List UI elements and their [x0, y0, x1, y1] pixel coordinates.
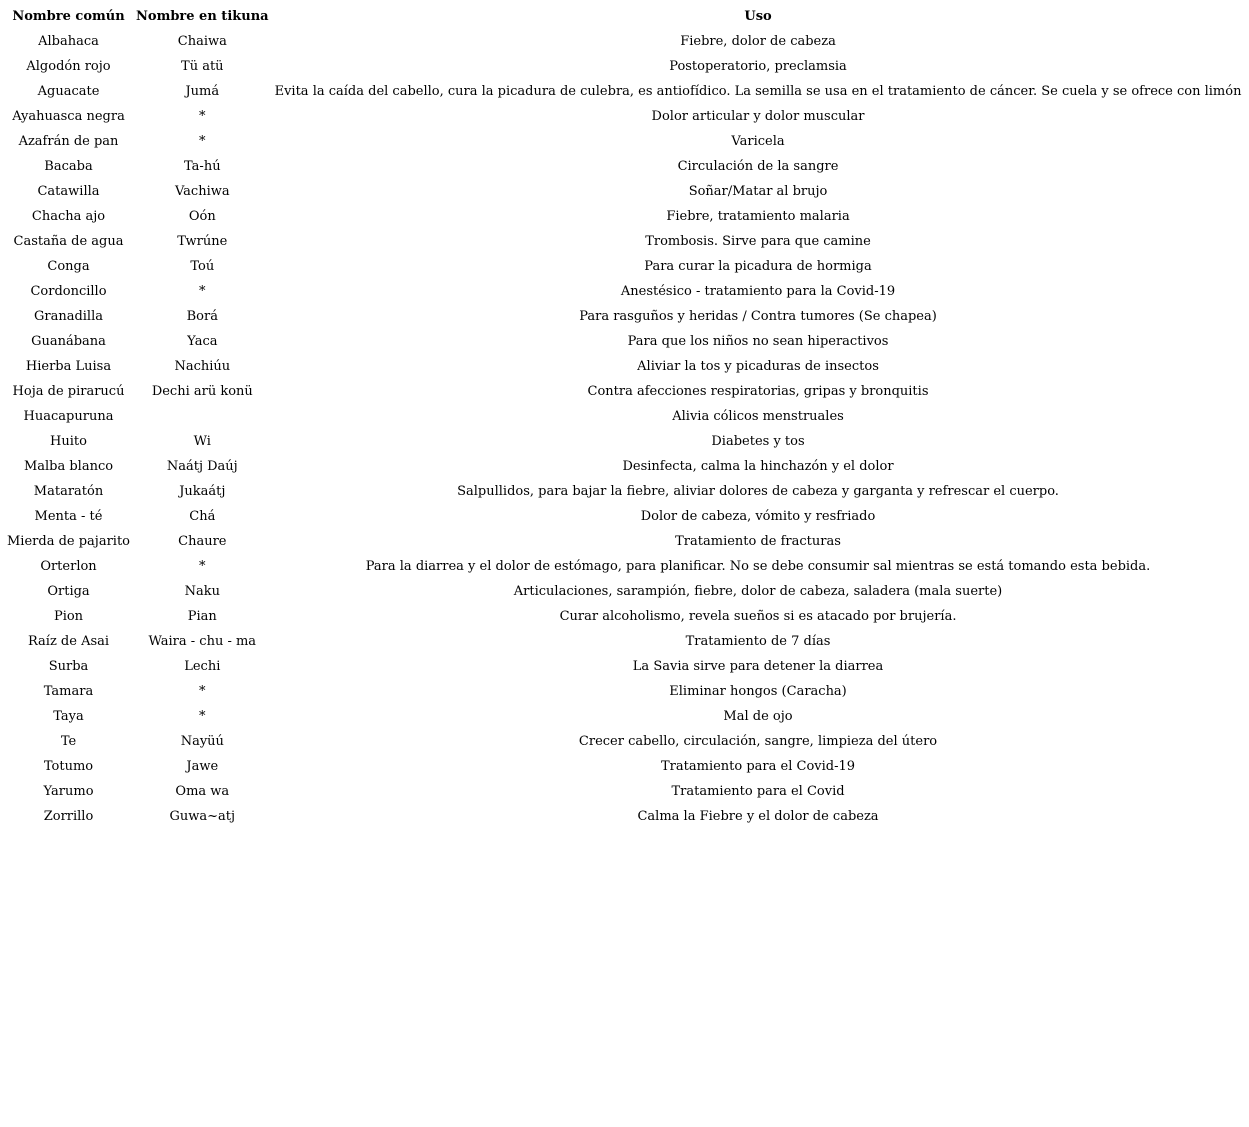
table-row	[4, 279, 1244, 304]
cell-nombre-comun: Hierba Luisa	[25, 359, 112, 374]
cell-nombre-comun: Algodón rojo	[26, 59, 111, 74]
cell-uso: Tratamiento para el Covid	[671, 784, 845, 799]
cell-nombre-tikuna: Vachiwa	[174, 184, 230, 199]
cell-nombre-tikuna: *	[199, 284, 206, 299]
cell-nombre-tikuna: *	[199, 559, 206, 574]
cell-uso: La Savia sirve para detener la diarrea	[632, 659, 884, 674]
table-row	[4, 779, 1244, 804]
cell-nombre-comun: Tamara	[43, 684, 94, 699]
cell-nombre-tikuna	[133, 404, 272, 429]
cell-uso: Alivia cólicos menstruales	[672, 409, 844, 424]
table-row	[4, 379, 1244, 404]
cell-nombre-comun: Malba blanco	[23, 459, 114, 474]
cell-nombre-tikuna: Guwa~atj	[169, 809, 236, 824]
table-row	[4, 454, 1244, 479]
table-row	[4, 29, 1244, 54]
cell-uso: Varicela	[731, 134, 785, 149]
cell-nombre-comun: Guanábana	[31, 334, 106, 349]
cell-uso: Mal de ojo	[723, 709, 793, 724]
cell-uso: Tratamiento de fracturas	[675, 534, 841, 549]
cell-nombre-comun: Raíz de Asai	[27, 634, 110, 649]
cell-nombre-tikuna: Toú	[190, 259, 215, 274]
cell-nombre-comun: Hoja de pirarucú	[12, 384, 125, 399]
table-row	[4, 404, 1244, 429]
cell-nombre-tikuna: Nachiúu	[174, 359, 231, 374]
cell-uso: Dolor articular y dolor muscular	[651, 109, 865, 124]
cell-nombre-tikuna: Ta-hú	[184, 159, 221, 174]
table-row	[4, 329, 1244, 354]
cell-nombre-comun: Huacapuruna	[23, 409, 114, 424]
cell-nombre-tikuna: *	[199, 134, 206, 149]
cell-nombre-tikuna: Chaiwa	[177, 34, 227, 49]
cell-nombre-comun: Zorrillo	[43, 809, 94, 824]
cell-nombre-tikuna: *	[199, 709, 206, 724]
cell-uso: Para rasguños y heridas / Contra tumores (Se chapea)	[579, 309, 937, 324]
cell-nombre-comun: Azafrán de pan	[18, 134, 119, 149]
cell-uso: Articulaciones, sarampión, fiebre, dolor de cabeza, saladera (mala suerte)	[513, 584, 1003, 599]
cell-nombre-comun: Chacha ajo	[31, 209, 106, 224]
cell-nombre-comun: Menta - té	[34, 509, 103, 524]
cell-uso: Anestésico - tratamiento para la Covid-19	[620, 284, 896, 299]
cell-nombre-comun: Conga	[47, 259, 90, 274]
table-row	[4, 754, 1244, 779]
cell-uso: Postoperatorio, preclamsia	[669, 59, 847, 74]
cell-nombre-comun: Totumo	[43, 759, 94, 774]
cell-nombre-tikuna: Jawe	[186, 759, 219, 774]
table-row	[4, 204, 1244, 229]
cell-nombre-tikuna: Waira - chu - ma	[148, 634, 257, 649]
table-row	[4, 104, 1244, 129]
table-row	[4, 154, 1244, 179]
cell-nombre-comun: Ayahuasca negra	[12, 109, 125, 124]
table-header	[4, 5, 1244, 29]
cell-nombre-comun: Catawilla	[37, 184, 100, 199]
cell-nombre-tikuna: Naku	[184, 584, 220, 599]
cell-nombre-tikuna: *	[199, 109, 206, 124]
cell-nombre-tikuna: Pian	[187, 609, 217, 624]
table-row	[4, 129, 1244, 154]
cell-uso: Dolor de cabeza, vómito y resfriado	[640, 509, 876, 524]
header-nombre-tikuna: Nombre en tikuna	[136, 9, 269, 24]
cell-uso: Eliminar hongos (Caracha)	[669, 684, 847, 699]
cell-uso: Para curar la picadura de hormiga	[644, 259, 872, 274]
cell-uso: Fiebre, dolor de cabeza	[680, 34, 836, 49]
table-row	[4, 704, 1244, 729]
cell-nombre-comun: Granadilla	[33, 309, 104, 324]
medicinal-plants-table	[4, 5, 1244, 829]
cell-nombre-tikuna: Borá	[186, 309, 218, 324]
cell-nombre-comun: Aguacate	[37, 84, 100, 99]
table-row	[4, 579, 1244, 604]
table-row	[4, 529, 1244, 554]
header-nombre-comun: Nombre común	[12, 9, 125, 24]
table-row	[4, 429, 1244, 454]
cell-nombre-comun: Pion	[53, 609, 84, 624]
cell-nombre-comun: Yarumo	[43, 784, 94, 799]
table-row	[4, 654, 1244, 679]
cell-nombre-comun: Orterlon	[40, 559, 97, 574]
cell-nombre-comun: Mierda de pajarito	[7, 534, 131, 549]
cell-nombre-tikuna: Chá	[189, 509, 216, 524]
table-row	[4, 229, 1244, 254]
table-row	[4, 554, 1244, 579]
cell-uso: Evita la caída del cabello, cura la picadura de culebra, es antiofídico. La semilla se usa en el tratamiento de cáncer. Se cuela y se ofrece con limón	[274, 84, 1242, 99]
cell-nombre-tikuna: Jumá	[185, 84, 220, 99]
cell-uso: Para la diarrea y el dolor de estómago, para planificar. No se debe consumir sal mientras se está tomando esta bebida.	[365, 559, 1151, 574]
cell-nombre-tikuna: Nayüú	[180, 734, 224, 749]
cell-nombre-tikuna: Dechi arü konü	[151, 384, 253, 399]
table-row	[4, 54, 1244, 79]
cell-nombre-comun: Mataratón	[33, 484, 104, 499]
cell-nombre-tikuna: Yaca	[187, 334, 218, 349]
cell-uso: Para que los niños no sean hiperactivos	[627, 334, 889, 349]
table-row	[4, 254, 1244, 279]
cell-nombre-tikuna: Naátj Daúj	[166, 459, 238, 474]
cell-uso: Diabetes y tos	[711, 434, 805, 449]
cell-uso: Contra afecciones respiratorias, gripas y bronquitis	[587, 384, 929, 399]
table-body	[4, 29, 1244, 829]
table-row	[4, 629, 1244, 654]
table-row	[4, 729, 1244, 754]
cell-nombre-tikuna: *	[199, 684, 206, 699]
table-row	[4, 179, 1244, 204]
cell-nombre-tikuna: Twrúne	[177, 234, 228, 249]
table-row	[4, 304, 1244, 329]
cell-nombre-comun: Huito	[50, 434, 87, 449]
cell-uso: Fiebre, tratamiento malaria	[666, 209, 850, 224]
table-row	[4, 679, 1244, 704]
header-uso: Uso	[744, 9, 772, 24]
cell-nombre-tikuna: Tü atü	[181, 59, 224, 74]
cell-uso: Tratamiento de 7 días	[685, 634, 831, 649]
cell-nombre-comun: Cordoncillo	[30, 284, 107, 299]
table-row	[4, 504, 1244, 529]
table-row	[4, 354, 1244, 379]
cell-nombre-tikuna: Lechi	[184, 659, 221, 674]
table-row	[4, 804, 1244, 829]
cell-nombre-tikuna: Wi	[193, 434, 211, 449]
table-row	[4, 604, 1244, 629]
cell-nombre-comun: Albahaca	[38, 34, 99, 49]
cell-nombre-comun: Bacaba	[44, 159, 93, 174]
header-row	[4, 5, 1244, 29]
cell-uso: Curar alcoholismo, revela sueños si es atacado por brujería.	[559, 609, 957, 624]
cell-nombre-tikuna: Oma wa	[175, 784, 230, 799]
table-row	[4, 79, 1244, 104]
cell-uso: Circulación de la sangre	[677, 159, 839, 174]
cell-uso: Salpullidos, para bajar la fiebre, aliviar dolores de cabeza y garganta y refrescar el cuerpo.	[457, 484, 1059, 499]
cell-uso: Desinfecta, calma la hinchazón y el dolor	[622, 459, 894, 474]
cell-nombre-comun: Castaña de agua	[13, 234, 124, 249]
cell-uso: Soñar/Matar al brujo	[688, 184, 828, 199]
cell-nombre-tikuna: Jukaátj	[179, 484, 226, 499]
cell-uso: Calma la Fiebre y el dolor de cabeza	[637, 809, 879, 824]
cell-nombre-comun: Ortiga	[47, 584, 90, 599]
cell-uso: Aliviar la tos y picaduras de insectos	[637, 359, 879, 374]
cell-uso: Crecer cabello, circulación, sangre, limpieza del útero	[578, 734, 938, 749]
cell-uso: Trombosis. Sirve para que camine	[645, 234, 871, 249]
cell-nombre-tikuna: Chaure	[178, 534, 227, 549]
cell-nombre-tikuna: Oón	[188, 209, 216, 224]
cell-uso: Tratamiento para el Covid-19	[661, 759, 856, 774]
cell-nombre-comun: Taya	[53, 709, 84, 724]
cell-nombre-comun: Te	[60, 734, 77, 749]
cell-nombre-comun: Surba	[48, 659, 89, 674]
table-row	[4, 479, 1244, 504]
